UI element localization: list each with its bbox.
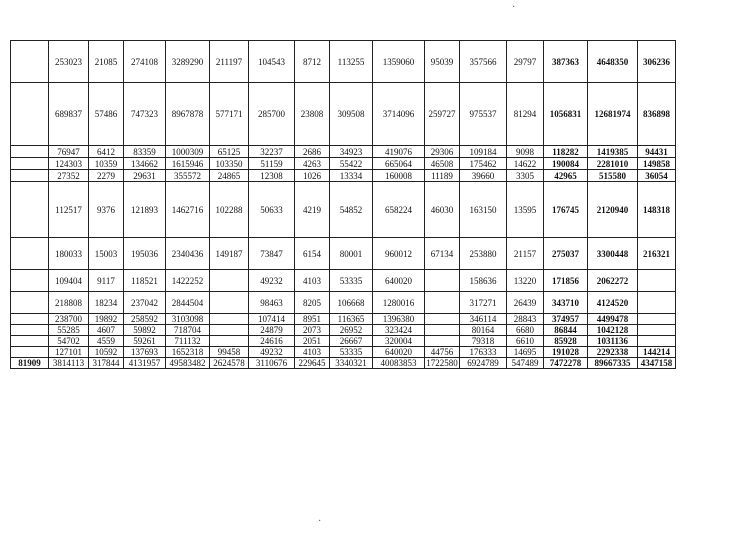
table-cell: 3714096 bbox=[373, 83, 425, 146]
table-cell: 134662 bbox=[124, 158, 166, 170]
table-cell bbox=[210, 336, 249, 347]
table-cell: 6924789 bbox=[460, 358, 507, 369]
table-cell: 689837 bbox=[49, 83, 89, 146]
table-cell: 211197 bbox=[210, 41, 249, 83]
table-cell: 1652318 bbox=[166, 347, 210, 358]
table-cell: 163150 bbox=[460, 182, 507, 238]
table-cell: 387363 bbox=[544, 41, 588, 83]
table-cell: 137693 bbox=[124, 347, 166, 358]
table-cell: 747323 bbox=[124, 83, 166, 146]
table-cell bbox=[11, 158, 49, 170]
table-cell: 2340436 bbox=[166, 238, 210, 270]
table-cell bbox=[638, 270, 676, 292]
table-cell: 285700 bbox=[249, 83, 295, 146]
table-cell: 2062272 bbox=[588, 270, 638, 292]
data-table bbox=[10, 40, 676, 369]
table-cell bbox=[11, 314, 49, 325]
table-cell: 51159 bbox=[249, 158, 295, 170]
table-cell: 3300448 bbox=[588, 238, 638, 270]
table-cell: 12681974 bbox=[588, 83, 638, 146]
table-cell: 54852 bbox=[330, 182, 373, 238]
table-cell bbox=[11, 83, 49, 146]
table-cell: 89667335 bbox=[588, 358, 638, 369]
table-cell: 176745 bbox=[544, 182, 588, 238]
table-cell: 106668 bbox=[330, 292, 373, 314]
table-cell: 9117 bbox=[89, 270, 124, 292]
table-cell: 55422 bbox=[330, 158, 373, 170]
table-cell: 2120940 bbox=[588, 182, 638, 238]
table-cell: 67134 bbox=[425, 238, 460, 270]
table-cell: 309508 bbox=[330, 83, 373, 146]
table-cell: 57486 bbox=[89, 83, 124, 146]
table-cell: 1000309 bbox=[166, 146, 210, 158]
table-cell: 9376 bbox=[89, 182, 124, 238]
table-cell: 14622 bbox=[507, 158, 544, 170]
table-cell: 14695 bbox=[507, 347, 544, 358]
table-cell: 27352 bbox=[49, 170, 89, 182]
table-cell: 711132 bbox=[166, 336, 210, 347]
table-cell: 26667 bbox=[330, 336, 373, 347]
table-cell: 317844 bbox=[89, 358, 124, 369]
table-cell: 259727 bbox=[425, 83, 460, 146]
table-cell: 8967878 bbox=[166, 83, 210, 146]
table-cell: 55285 bbox=[49, 325, 89, 336]
table-cell: 275037 bbox=[544, 238, 588, 270]
table-cell: 320004 bbox=[373, 336, 425, 347]
table-cell bbox=[425, 325, 460, 336]
scan-speck: · bbox=[512, 2, 516, 13]
table-cell: 8205 bbox=[295, 292, 330, 314]
table-cell: 1056831 bbox=[544, 83, 588, 146]
table-cell: 1615946 bbox=[166, 158, 210, 170]
table-cell: 29797 bbox=[507, 41, 544, 83]
table-cell: 218808 bbox=[49, 292, 89, 314]
table-cell: 4124520 bbox=[588, 292, 638, 314]
table-cell: 29306 bbox=[425, 146, 460, 158]
table-cell: 29631 bbox=[124, 170, 166, 182]
table-cell: 836898 bbox=[638, 83, 676, 146]
table-cell: 24879 bbox=[249, 325, 295, 336]
table-cell: 13334 bbox=[330, 170, 373, 182]
table-cell: 59892 bbox=[124, 325, 166, 336]
table-cell: 80164 bbox=[460, 325, 507, 336]
table-cell bbox=[210, 292, 249, 314]
table-cell: 229645 bbox=[295, 358, 330, 369]
table-cell: 49232 bbox=[249, 270, 295, 292]
table-cell: 12308 bbox=[249, 170, 295, 182]
table-cell: 109404 bbox=[49, 270, 89, 292]
table-cell: 103350 bbox=[210, 158, 249, 170]
table-cell: 577171 bbox=[210, 83, 249, 146]
table-cell: 19892 bbox=[89, 314, 124, 325]
table-cell: 1419385 bbox=[588, 146, 638, 158]
table-cell: 4219 bbox=[295, 182, 330, 238]
table-row bbox=[11, 238, 676, 270]
table-cell: 1422252 bbox=[166, 270, 210, 292]
table-cell: 50633 bbox=[249, 182, 295, 238]
table-cell: 419076 bbox=[373, 146, 425, 158]
table-cell: 6610 bbox=[507, 336, 544, 347]
table-cell: 4263 bbox=[295, 158, 330, 170]
table-cell: 2051 bbox=[295, 336, 330, 347]
table-cell: 975537 bbox=[460, 83, 507, 146]
table-cell: 1396380 bbox=[373, 314, 425, 325]
table-cell: 148318 bbox=[638, 182, 676, 238]
table-cell bbox=[210, 314, 249, 325]
table-cell: 15003 bbox=[89, 238, 124, 270]
table-cell: 80001 bbox=[330, 238, 373, 270]
table-cell bbox=[425, 292, 460, 314]
table-cell: 191028 bbox=[544, 347, 588, 358]
table-cell: 13220 bbox=[507, 270, 544, 292]
table-cell: 4347158 bbox=[638, 358, 676, 369]
table-cell: 175462 bbox=[460, 158, 507, 170]
table-cell: 2281010 bbox=[588, 158, 638, 170]
table-cell bbox=[210, 325, 249, 336]
table-cell: 9098 bbox=[507, 146, 544, 158]
table-cell: 176333 bbox=[460, 347, 507, 358]
table-cell bbox=[11, 292, 49, 314]
table-cell: 116365 bbox=[330, 314, 373, 325]
table-cell bbox=[425, 336, 460, 347]
table-cell: 2624578 bbox=[210, 358, 249, 369]
table-cell: 216321 bbox=[638, 238, 676, 270]
table-cell: 118282 bbox=[544, 146, 588, 158]
table-cell: 718704 bbox=[166, 325, 210, 336]
table-cell: 127101 bbox=[49, 347, 89, 358]
table-cell bbox=[638, 314, 676, 325]
table-cell bbox=[11, 336, 49, 347]
table-cell: 317271 bbox=[460, 292, 507, 314]
table-row bbox=[11, 347, 676, 358]
table-cell: 4499478 bbox=[588, 314, 638, 325]
table-cell bbox=[11, 182, 49, 238]
table-row bbox=[11, 41, 676, 83]
table-cell: 34923 bbox=[330, 146, 373, 158]
table-cell bbox=[11, 238, 49, 270]
table-cell: 4103 bbox=[295, 347, 330, 358]
table-row bbox=[11, 325, 676, 336]
table-row bbox=[11, 170, 676, 182]
table-cell: 102288 bbox=[210, 182, 249, 238]
table-cell: 53335 bbox=[330, 347, 373, 358]
table-cell: 46508 bbox=[425, 158, 460, 170]
table-cell: 1722580 bbox=[426, 358, 458, 368]
table-cell: 76947 bbox=[49, 146, 89, 158]
table-cell: 374957 bbox=[544, 314, 588, 325]
table-cell: 274108 bbox=[124, 41, 166, 83]
table-cell: 109184 bbox=[460, 146, 507, 158]
table-row bbox=[11, 270, 676, 292]
table-cell: 658224 bbox=[373, 182, 425, 238]
table-cell: 104543 bbox=[249, 41, 295, 83]
table-cell: 95039 bbox=[425, 41, 460, 83]
table-cell: 113255 bbox=[330, 41, 373, 83]
table-cell: 4103 bbox=[295, 270, 330, 292]
table-cell: 2292338 bbox=[588, 347, 638, 358]
table-cell: 32237 bbox=[249, 146, 295, 158]
table-cell: 323424 bbox=[373, 325, 425, 336]
table-cell: 1026 bbox=[295, 170, 330, 182]
table-cell: 190084 bbox=[544, 158, 588, 170]
table-cell: 3103098 bbox=[166, 314, 210, 325]
table-row bbox=[11, 146, 676, 158]
scan-speck: · bbox=[318, 516, 322, 527]
table-cell: 346114 bbox=[460, 314, 507, 325]
table-cell bbox=[11, 146, 49, 158]
table-cell: 46030 bbox=[425, 182, 460, 238]
table-cell: 79318 bbox=[460, 336, 507, 347]
table-cell bbox=[638, 292, 676, 314]
table-cell: 28843 bbox=[507, 314, 544, 325]
table-cell: 3814113 bbox=[49, 358, 89, 369]
table-cell: 960012 bbox=[373, 238, 425, 270]
table-cell: 11189 bbox=[425, 170, 460, 182]
table-cell: 39660 bbox=[460, 170, 507, 182]
table-cell: 158636 bbox=[460, 270, 507, 292]
table-cell bbox=[425, 270, 460, 292]
table-cell bbox=[11, 41, 49, 83]
table-cell: 180033 bbox=[49, 238, 89, 270]
table-cell: 118521 bbox=[124, 270, 166, 292]
table-cell: 18234 bbox=[89, 292, 124, 314]
table-cell: 640020 bbox=[373, 347, 425, 358]
table-cell: 98463 bbox=[249, 292, 295, 314]
table-cell: 171856 bbox=[544, 270, 588, 292]
table-cell: 3110676 bbox=[249, 358, 295, 369]
table-cell: 44756 bbox=[425, 347, 460, 358]
table-cell: 24865 bbox=[210, 170, 249, 182]
table-cell bbox=[210, 270, 249, 292]
table-cell: 1042128 bbox=[588, 325, 638, 336]
table-cell: 195036 bbox=[124, 238, 166, 270]
table-cell: 253023 bbox=[49, 41, 89, 83]
table-cell: 21085 bbox=[89, 41, 124, 83]
table-cell: 4559 bbox=[89, 336, 124, 347]
table-cell: 4648350 bbox=[588, 41, 638, 83]
table-cell: 83359 bbox=[124, 146, 166, 158]
table-cell: 4131957 bbox=[124, 358, 166, 369]
table-cell: 6154 bbox=[295, 238, 330, 270]
table-cell: 665064 bbox=[373, 158, 425, 170]
table-cell: 237042 bbox=[124, 292, 166, 314]
table-cell: 355572 bbox=[166, 170, 210, 182]
table-cell bbox=[11, 325, 49, 336]
table-cell: 40083853 bbox=[373, 358, 425, 369]
table-cell: 36054 bbox=[638, 170, 676, 182]
table-cell: 2844504 bbox=[166, 292, 210, 314]
table-cell: 6412 bbox=[89, 146, 124, 158]
table-cell: 81294 bbox=[507, 83, 544, 146]
table-row bbox=[11, 314, 676, 325]
table-cell: 343710 bbox=[544, 292, 588, 314]
table-cell: 2279 bbox=[89, 170, 124, 182]
table-cell: 65125 bbox=[210, 146, 249, 158]
table-cell: 10592 bbox=[89, 347, 124, 358]
table-cell bbox=[11, 347, 49, 358]
table-cell: 2686 bbox=[295, 146, 330, 158]
table-cell: 86844 bbox=[544, 325, 588, 336]
table-row bbox=[11, 292, 676, 314]
table-cell: 112517 bbox=[49, 182, 89, 238]
table-cell: 144214 bbox=[638, 347, 676, 358]
table-cell: 7472278 bbox=[544, 358, 588, 369]
table-cell: 253880 bbox=[460, 238, 507, 270]
table-cell: 24616 bbox=[249, 336, 295, 347]
table-cell bbox=[638, 325, 676, 336]
table-cell: 23808 bbox=[295, 83, 330, 146]
table-cell bbox=[425, 314, 460, 325]
table-row bbox=[11, 182, 676, 238]
table-cell: 3305 bbox=[507, 170, 544, 182]
table-cell: 53335 bbox=[330, 270, 373, 292]
table-cell: 238700 bbox=[49, 314, 89, 325]
table-cell: 2073 bbox=[295, 325, 330, 336]
table-cell: 49583482 bbox=[166, 358, 210, 369]
table-cell: 94431 bbox=[638, 146, 676, 158]
table-cell: 8951 bbox=[295, 314, 330, 325]
table-cell bbox=[638, 336, 676, 347]
table-cell: 121893 bbox=[124, 182, 166, 238]
total-row bbox=[11, 358, 676, 369]
table-cell: 10359 bbox=[89, 158, 124, 170]
table-cell: 21157 bbox=[507, 238, 544, 270]
table-row bbox=[11, 83, 676, 146]
table-cell: 306236 bbox=[638, 41, 676, 83]
table-cell: 357566 bbox=[460, 41, 507, 83]
table-cell: 160008 bbox=[373, 170, 425, 182]
table-cell: 8712 bbox=[295, 41, 330, 83]
table-cell: 1462716 bbox=[166, 182, 210, 238]
table-cell: 4607 bbox=[89, 325, 124, 336]
table-cell bbox=[11, 270, 49, 292]
table-cell: 99458 bbox=[210, 347, 249, 358]
table-cell: 640020 bbox=[373, 270, 425, 292]
table-row bbox=[11, 336, 676, 347]
table-cell: 13595 bbox=[507, 182, 544, 238]
table-cell: 26439 bbox=[507, 292, 544, 314]
table-cell: 107414 bbox=[249, 314, 295, 325]
table-cell: 124303 bbox=[49, 158, 89, 170]
table-cell: 149858 bbox=[638, 158, 676, 170]
table-cell: 547489 bbox=[507, 358, 544, 369]
table-cell: 73847 bbox=[249, 238, 295, 270]
table-cell: 1359060 bbox=[373, 41, 425, 83]
table-cell: 81909 bbox=[11, 358, 49, 369]
table-cell: 3289290 bbox=[166, 41, 210, 83]
table-cell: 54702 bbox=[49, 336, 89, 347]
table-cell: 59261 bbox=[124, 336, 166, 347]
table-cell: 258592 bbox=[124, 314, 166, 325]
table-cell: 149187 bbox=[210, 238, 249, 270]
table-cell: 49232 bbox=[249, 347, 295, 358]
table-cell bbox=[11, 170, 49, 182]
table-cell: 515580 bbox=[588, 170, 638, 182]
table-row bbox=[11, 158, 676, 170]
table-cell: 1280016 bbox=[373, 292, 425, 314]
table-cell: 3340321 bbox=[330, 358, 373, 369]
table-cell: 1031136 bbox=[588, 336, 638, 347]
table-cell: 6680 bbox=[507, 325, 544, 336]
table-cell: 42965 bbox=[544, 170, 588, 182]
table-cell: 26952 bbox=[330, 325, 373, 336]
table-cell: 85928 bbox=[544, 336, 588, 347]
